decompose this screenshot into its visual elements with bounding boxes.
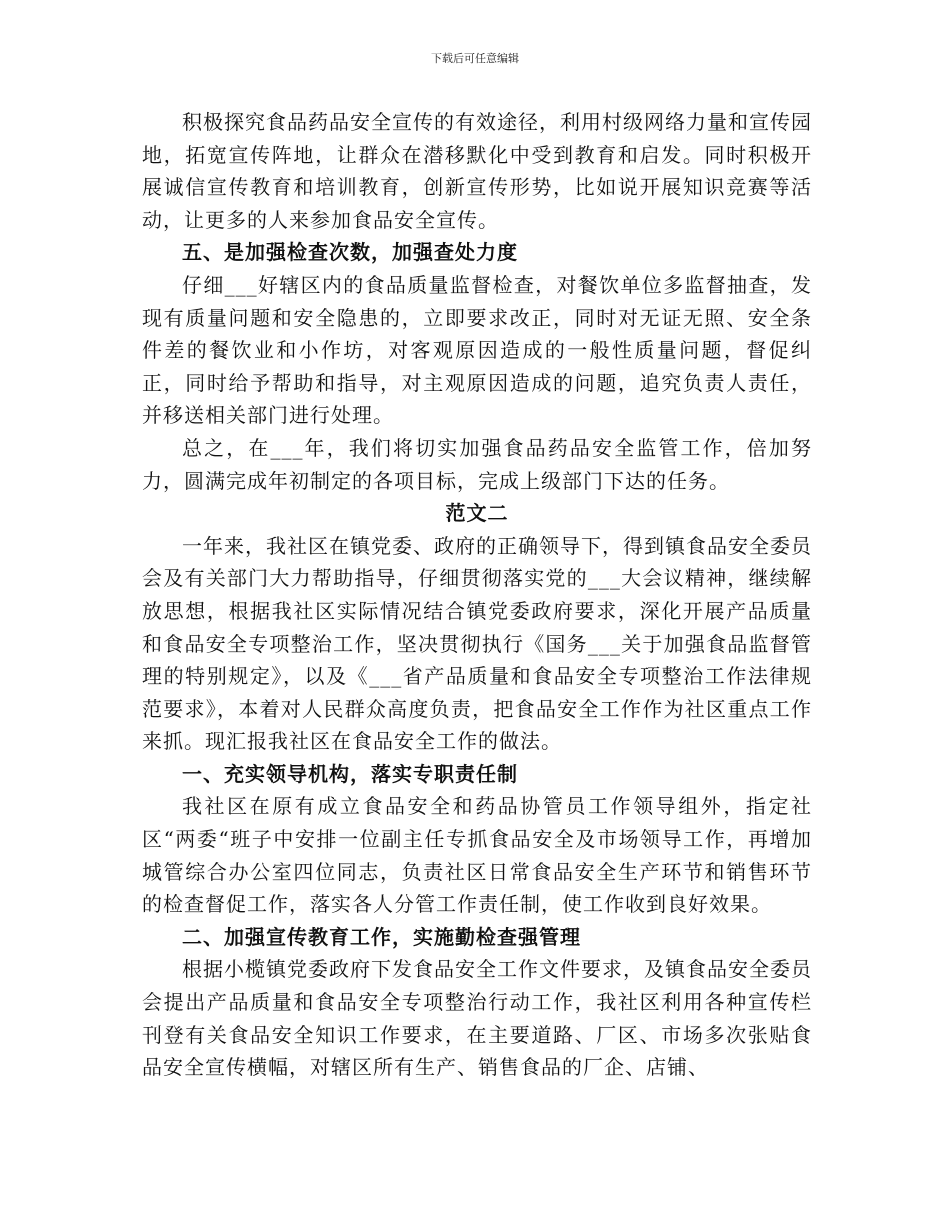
- section-heading-five: 五、是加强检查次数，加强查处力度: [182, 240, 518, 265]
- paragraph-propaganda: 根据小榄镇党委政府下发食品安全工作文件要求，及镇食品安全委员会提出产品质量和食品安全专项整治行动工作，我社区利用各种宣传栏刊登有关食品安全知识工作要求，在主要道路、厂区、市场多次张贴食品安全宣传横幅，对辖区所有生产、销售食品的厂企、店铺、: [142, 957, 812, 1080]
- section-heading-one: 一、充实领导机构，落实专职责任制: [182, 761, 518, 786]
- paragraph-conclusion: 总之，在___年，我们将切实加强食品药品安全监管工作，倍加努力，圆满完成年初制定的各项目标，完成上级部门下达的任务。: [142, 435, 812, 493]
- paragraph-leadership: 我社区在原有成立食品安全和药品协管员工作领导组外，指定社区“两委“班子中安排一位副主任专抓食品安全及市场领导工作，再增加城管综合办公室四位同志，负责社区日常食品安全生产环节和销售环节的检查督促工作，落实各人分管工作责任制，使工作收到良好效果。: [142, 794, 812, 917]
- document-body: [142, 106, 812, 1084]
- paragraph-publicity: 积极探究食品药品安全宣传的有效途径，利用村级网络力量和宣传园地，拓宽宣传阵地，让群众在潜移默化中受到教育和启发。同时积极开展诚信宣传教育和培训教育，创新宣传形势，比如说开展知识竞赛等活动，让更多的人来参加食品安全宣传。: [142, 110, 812, 232]
- paragraph-intro: 一年来，我社区在镇党委、政府的正确领导下，得到镇食品安全委员会及有关部门大力帮助指导，仔细贯彻落实党的___大会议精神，继续解放思想，根据我社区实际情况结合镇党委政府要求，深化开展产品质量和食品安全专项整治工作，坚决贯彻执行《国务___关于加强食品监督管理的特别规定》，以及《___省产品质量和食品安全专项整治工作法律规范要求》，本着对人民群众高度负责，把食品安全工作作为社区重点工作来抓。现汇报我社区在食品安全工作的做法。: [142, 533, 812, 754]
- sample-two-title: 范文二: [445, 501, 509, 526]
- section-heading-two: 二、加强宣传教育工作，实施勤检查强管理: [182, 924, 581, 949]
- paragraph-inspection: 仔细___好辖区内的食品质量监督检查，对餐饮单位多监督抽查，发现有质量问题和安全隐患的，立即要求改正，同时对无证无照、安全条件差的餐饮业和小作坊，对客观原因造成的一般性质量问题，督促纠正，同时给予帮助和指导，对主观原因造成的问题，追究负责人责任，并移送相关部门进行处理。: [142, 272, 812, 428]
- page-header: 下载后可任意编辑: [431, 52, 519, 65]
